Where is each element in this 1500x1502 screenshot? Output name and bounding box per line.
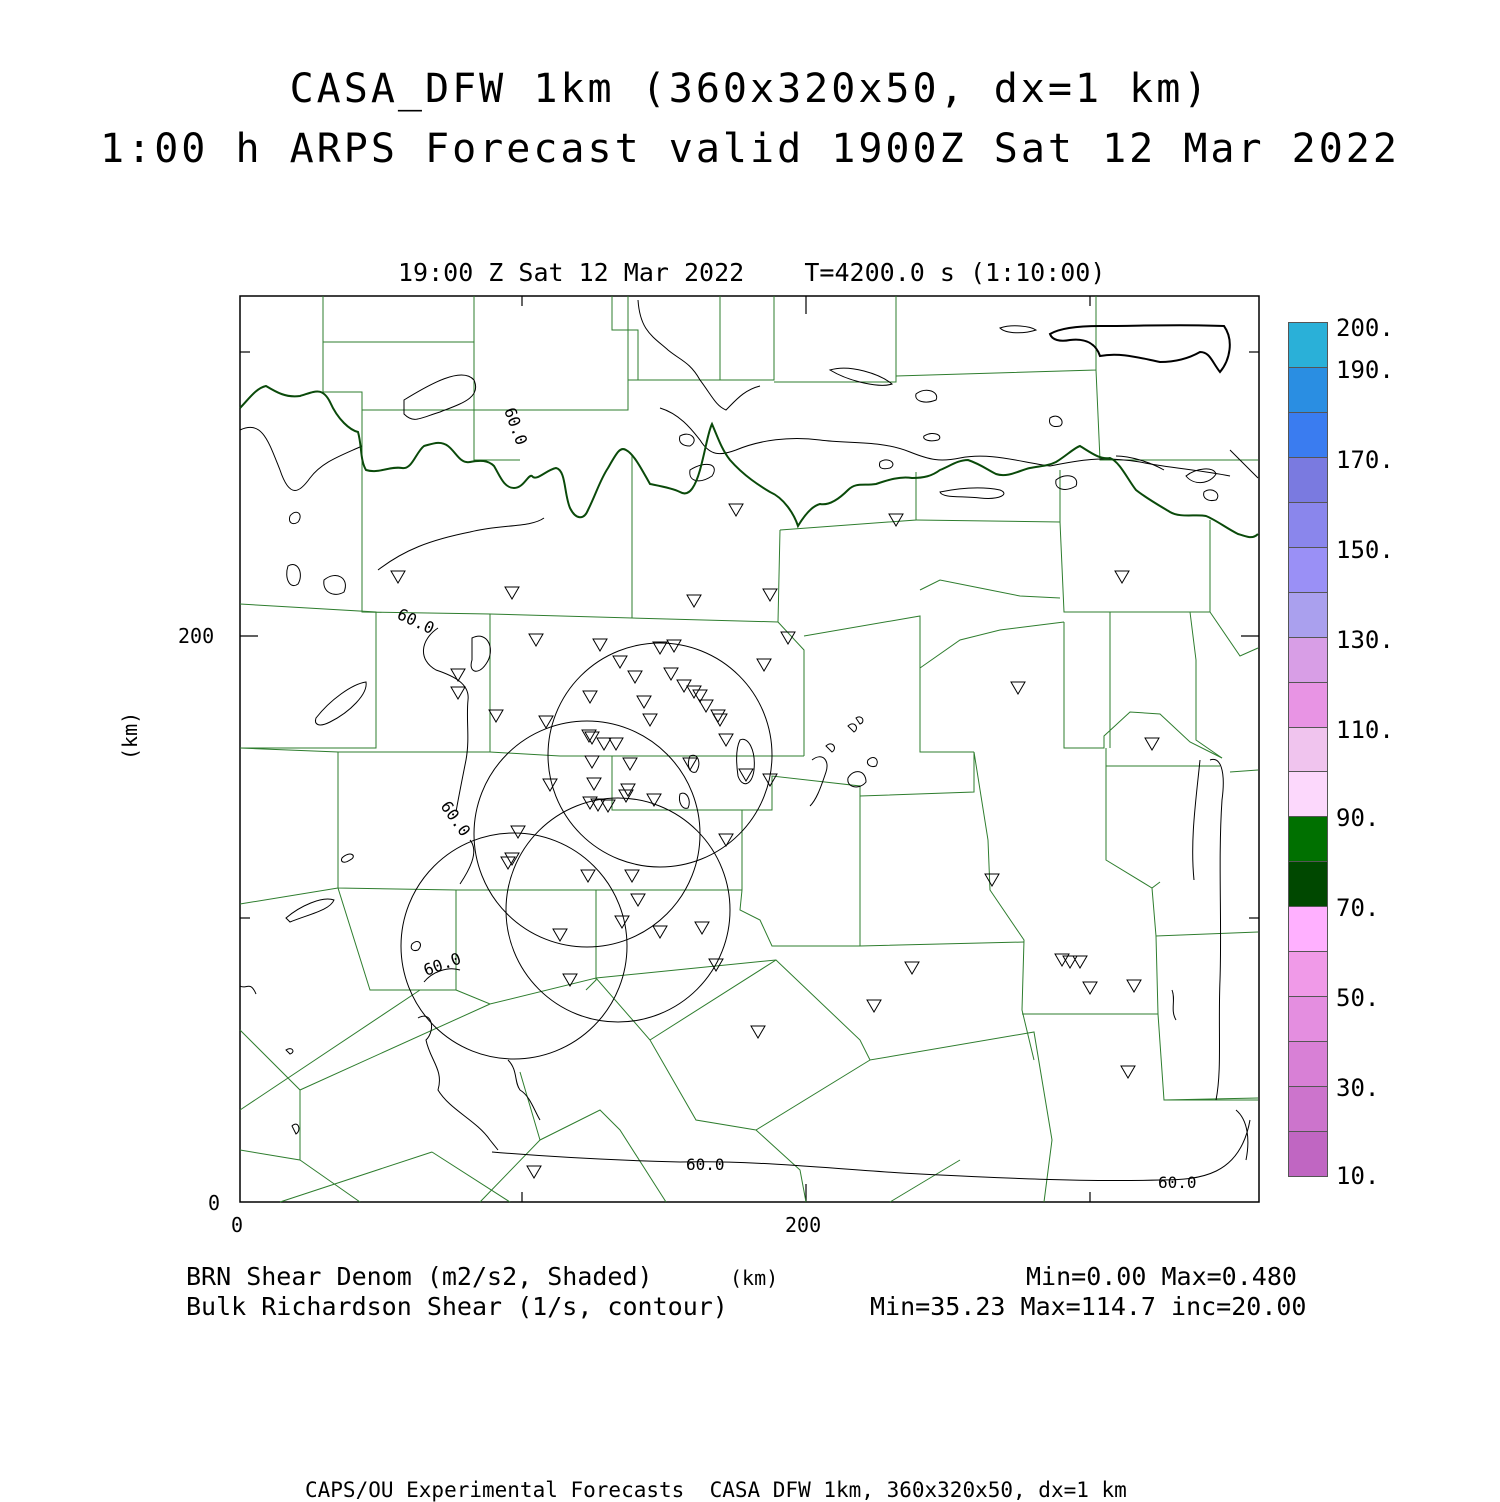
range-ring bbox=[506, 798, 730, 1022]
station-marker bbox=[553, 929, 567, 941]
station-marker bbox=[1121, 1066, 1135, 1078]
station-marker bbox=[1127, 980, 1141, 992]
colorbar-label: 200. bbox=[1336, 314, 1394, 342]
station-marker bbox=[1145, 738, 1159, 750]
colorbar-swatch bbox=[1288, 1131, 1328, 1177]
station-marker bbox=[615, 916, 629, 928]
station-marker bbox=[593, 639, 607, 651]
station-marker bbox=[539, 716, 553, 728]
radar-range-rings bbox=[401, 643, 772, 1059]
station-marker bbox=[451, 687, 465, 699]
station-marker bbox=[695, 922, 709, 934]
station-marker bbox=[543, 779, 557, 791]
station-marker bbox=[625, 870, 639, 882]
station-marker bbox=[511, 826, 525, 838]
colorbar-swatch bbox=[1288, 951, 1328, 997]
y-tick-label: 200 bbox=[178, 624, 215, 648]
station-marker bbox=[763, 589, 777, 601]
station-marker bbox=[667, 640, 681, 652]
range-ring bbox=[474, 721, 700, 947]
colorbar-swatch bbox=[1288, 996, 1328, 1042]
x-axis-unit: (km) bbox=[730, 1266, 779, 1290]
station-marker bbox=[597, 738, 611, 750]
county-boundaries bbox=[240, 296, 1258, 1202]
station-marker bbox=[391, 571, 405, 583]
station-marker bbox=[653, 642, 667, 654]
colorbar-swatch bbox=[1288, 816, 1328, 862]
contour-field-label: Bulk Richardson Shear (1/s, contour) bbox=[186, 1292, 728, 1321]
colorbar-swatch bbox=[1288, 1086, 1328, 1132]
station-marker bbox=[719, 834, 733, 846]
station-marker bbox=[489, 710, 503, 722]
station-marker bbox=[637, 696, 651, 708]
station-marker bbox=[613, 656, 627, 668]
station-marker bbox=[623, 758, 637, 770]
range-ring bbox=[548, 643, 772, 867]
x-tick-label: 0 bbox=[231, 1213, 244, 1237]
colorbar-swatch bbox=[1288, 1041, 1328, 1087]
station-marker bbox=[867, 1000, 881, 1012]
station-marker bbox=[739, 769, 753, 781]
station-marker bbox=[451, 669, 465, 681]
colorbar bbox=[1288, 322, 1330, 1176]
shaded-field-label: BRN Shear Denom (m2/s2, Shaded) bbox=[186, 1262, 653, 1291]
colorbar-swatch bbox=[1288, 547, 1328, 593]
contour-label: 60.0 bbox=[1158, 1173, 1197, 1192]
contour-label: 60.0 bbox=[420, 948, 464, 980]
colorbar-swatch bbox=[1288, 906, 1328, 952]
station-markers bbox=[391, 504, 1159, 1178]
station-marker bbox=[1073, 956, 1087, 968]
colorbar-swatch bbox=[1288, 861, 1328, 907]
station-marker bbox=[985, 874, 999, 886]
colorbar-swatch bbox=[1288, 682, 1328, 728]
station-marker bbox=[581, 870, 595, 882]
colorbar-swatch bbox=[1288, 727, 1328, 773]
chart-title-line2: 1:00 h ARPS Forecast valid 1900Z Sat 12 Mar 2022 bbox=[100, 126, 1400, 172]
station-marker bbox=[653, 926, 667, 938]
station-marker bbox=[631, 894, 645, 906]
station-marker bbox=[751, 1026, 765, 1038]
station-marker bbox=[1011, 682, 1025, 694]
colorbar-swatch bbox=[1288, 592, 1328, 638]
shear-contour-thick bbox=[240, 386, 1258, 537]
contour-label: 60.0 bbox=[436, 797, 475, 840]
y-tick-label: 0 bbox=[208, 1191, 221, 1215]
colorbar-label: 10. bbox=[1336, 1162, 1380, 1190]
colorbar-swatch bbox=[1288, 637, 1328, 683]
station-marker bbox=[529, 634, 543, 646]
station-marker bbox=[643, 714, 657, 726]
station-marker bbox=[664, 668, 678, 680]
valid-time-subtitle: 19:00 Z Sat 12 Mar 2022 T=4200.0 s (1:10:00) bbox=[398, 258, 1106, 287]
colorbar-label: 170. bbox=[1336, 446, 1394, 474]
station-marker bbox=[719, 734, 733, 746]
colorbar-swatch bbox=[1288, 412, 1328, 458]
station-marker bbox=[527, 1166, 541, 1178]
colorbar-label: 110. bbox=[1336, 716, 1394, 744]
colorbar-label: 90. bbox=[1336, 804, 1380, 832]
range-ring bbox=[401, 833, 627, 1059]
station-marker bbox=[683, 758, 697, 770]
station-marker bbox=[1083, 982, 1097, 994]
colorbar-swatch bbox=[1288, 367, 1328, 413]
station-marker bbox=[583, 691, 597, 703]
station-marker bbox=[505, 853, 519, 865]
colorbar-swatch bbox=[1288, 502, 1328, 548]
station-marker bbox=[889, 514, 903, 526]
colorbar-label: 150. bbox=[1336, 536, 1394, 564]
station-marker bbox=[713, 714, 727, 726]
contour-label: 60.0 bbox=[394, 604, 438, 638]
colorbar-label: 130. bbox=[1336, 626, 1394, 654]
y-axis-unit: (km) bbox=[118, 711, 142, 760]
station-marker bbox=[687, 595, 701, 607]
station-marker bbox=[757, 659, 771, 671]
colorbar-label: 50. bbox=[1336, 984, 1380, 1012]
station-marker bbox=[905, 962, 919, 974]
station-marker bbox=[1115, 571, 1129, 583]
station-marker bbox=[505, 587, 519, 599]
chart-title-line1: CASA_DFW 1km (360x320x50, dx=1 km) bbox=[289, 66, 1211, 112]
station-marker bbox=[729, 504, 743, 516]
colorbar-label: 70. bbox=[1336, 894, 1380, 922]
contour-field-stats: Min=35.23 Max=114.7 inc=20.00 bbox=[870, 1292, 1307, 1321]
station-marker bbox=[585, 756, 599, 768]
footer-credit: CAPS/OU Experimental Forecasts CASA DFW 1km, 360x320x50, dx=1 km bbox=[305, 1478, 1127, 1502]
station-marker bbox=[628, 671, 642, 683]
colorbar-label: 190. bbox=[1336, 356, 1394, 384]
colorbar-label: 30. bbox=[1336, 1074, 1380, 1102]
station-marker bbox=[1063, 956, 1077, 968]
shaded-field-stats: Min=0.00 Max=0.480 bbox=[1026, 1262, 1297, 1291]
colorbar-swatch bbox=[1288, 322, 1328, 368]
colorbar-swatch bbox=[1288, 771, 1328, 817]
station-marker bbox=[609, 738, 623, 750]
x-tick-label: 200 bbox=[785, 1213, 822, 1237]
station-marker bbox=[587, 778, 601, 790]
contour-label: 60.0 bbox=[686, 1155, 725, 1174]
colorbar-swatch bbox=[1288, 457, 1328, 503]
contour-label: 60.0 bbox=[500, 404, 532, 448]
